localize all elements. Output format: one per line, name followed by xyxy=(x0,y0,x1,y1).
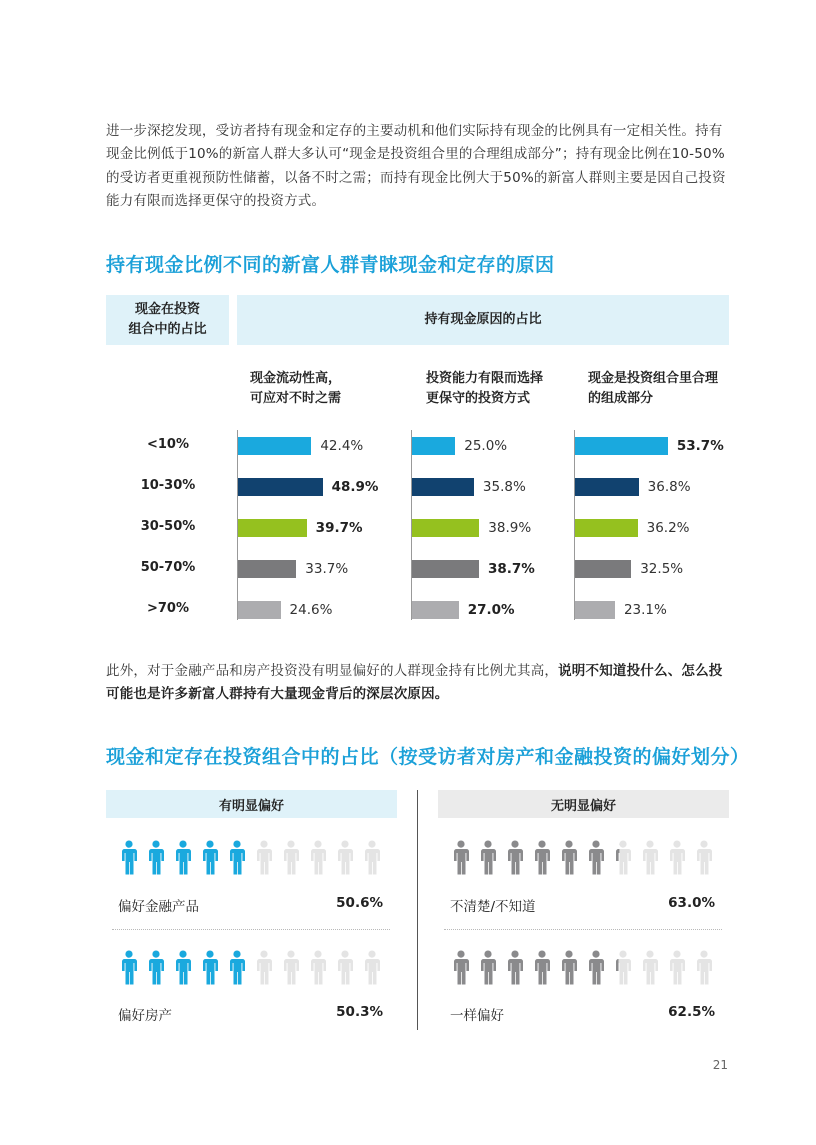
person-icon xyxy=(529,840,555,882)
value-label-s1-r2: 48.9% xyxy=(331,479,379,495)
value-label-s3-r1: 53.7% xyxy=(676,438,724,454)
label-financial: 偏好金融产品 xyxy=(118,899,199,915)
person-icon xyxy=(251,840,277,882)
value-label-s3-r5: 23.1% xyxy=(623,602,667,618)
column-title-3: 现金是投资组合里合理 的组成部分 xyxy=(588,371,719,406)
person-icon xyxy=(116,950,142,992)
person-icon xyxy=(448,950,474,992)
value-label-s3-r4: 32.5% xyxy=(640,561,684,577)
column-title-1: 现金流动性高， 可应对不时之需 xyxy=(250,371,342,406)
person-icon xyxy=(170,840,196,882)
person-icon xyxy=(170,950,196,992)
person-icon xyxy=(556,950,582,992)
person-icon xyxy=(143,950,169,992)
pictogram-row-property xyxy=(116,950,385,992)
person-icon xyxy=(116,840,142,882)
pictogram-row-unsure xyxy=(448,840,717,882)
person-icon xyxy=(143,840,169,882)
bar-s2-r2 xyxy=(412,478,474,496)
bar-s1-r5 xyxy=(238,601,281,619)
bar-s3-r4 xyxy=(575,560,631,578)
section2-title: 现金和定存在投资组合中的占比（按受访者对房产和金融投资的偏好划分） xyxy=(106,746,750,768)
value-equal: 62.5% xyxy=(668,1004,715,1020)
group-header-no-preference: 无明显偏好 xyxy=(438,790,729,818)
value-label-s1-r4: 33.7% xyxy=(305,561,349,577)
row-label-30-50: 30-50% xyxy=(140,519,196,534)
person-icon xyxy=(664,840,690,882)
group-divider xyxy=(417,790,418,1030)
person-icon xyxy=(359,840,385,882)
person-icon xyxy=(610,840,636,882)
column-header-box: 持有现金原因的占比 xyxy=(237,295,729,345)
bar-s2-r1 xyxy=(412,437,455,455)
middle-paragraph-normal: 此外，对于金融产品和房产投资没有明显偏好的人群现金持有比例尤其高， xyxy=(106,663,559,679)
dotted-divider-right xyxy=(444,929,722,930)
middle-paragraph-bold: 说明不知道投什么、怎么投可能也是许多新富人群持有大量现金背后的深层次原因。 xyxy=(106,663,723,703)
bar-s3-r3 xyxy=(575,519,638,537)
person-icon xyxy=(529,950,555,992)
value-label-s1-r5: 24.6% xyxy=(289,602,333,618)
value-label-s2-r4: 38.7% xyxy=(487,561,535,577)
row-label-lt10: <10% xyxy=(146,437,189,452)
person-icon xyxy=(359,950,385,992)
person-icon xyxy=(475,840,501,882)
value-unsure: 63.0% xyxy=(668,895,715,911)
pictogram-row-equal xyxy=(448,950,717,992)
person-icon xyxy=(197,950,223,992)
person-icon xyxy=(664,950,690,992)
person-icon xyxy=(332,950,358,992)
person-icon xyxy=(556,840,582,882)
row-header-box: 现金在投资 组合中的占比 xyxy=(106,295,229,345)
person-icon xyxy=(691,840,717,882)
bar-s3-r1 xyxy=(575,437,668,455)
person-icon xyxy=(278,840,304,882)
value-label-s1-r3: 39.7% xyxy=(315,520,363,536)
value-label-s3-r2: 36.8% xyxy=(647,479,691,495)
column-title-2: 投资能力有限而选择 更保守的投资方式 xyxy=(426,371,544,406)
label-unsure: 不清楚/不知道 xyxy=(450,899,536,915)
value-label-s1-r1: 42.4% xyxy=(320,438,364,454)
person-icon xyxy=(637,840,663,882)
value-label-s2-r1: 25.0% xyxy=(464,438,508,454)
pictogram-row-financial xyxy=(116,840,385,882)
intro-paragraph: 进一步深挖发现，受访者持有现金和定存的主要动机和他们实际持有现金的比例具有一定相关性。持有现金比例低于10%的新富人群大多认可“现金是投资组合里的合理组成部分”；持有现金比例在10-50%的受访者更重视预防性储蓄，以备不时之需；而持有现金比例大于50%的新富人群则主要是因自己投资能力有限而选择更保守的投资方式。 xyxy=(106,123,726,210)
bar-s2-r4 xyxy=(412,560,479,578)
bar-s2-r3 xyxy=(412,519,479,537)
person-icon xyxy=(251,950,277,992)
person-icon xyxy=(305,950,331,992)
label-property: 偏好房产 xyxy=(118,1008,172,1024)
person-icon xyxy=(224,840,250,882)
value-label-s2-r2: 35.8% xyxy=(482,479,526,495)
bar-s3-r2 xyxy=(575,478,639,496)
page-number: 21 xyxy=(712,1058,728,1072)
person-icon xyxy=(502,840,528,882)
person-icon xyxy=(637,950,663,992)
bar-s1-r4 xyxy=(238,560,296,578)
person-icon xyxy=(278,950,304,992)
value-label-s3-r3: 36.2% xyxy=(646,520,690,536)
section1-title: 持有现金比例不同的新富人群青睐现金和定存的原因 xyxy=(106,254,555,276)
person-icon xyxy=(583,950,609,992)
bar-s1-r3 xyxy=(238,519,307,537)
person-icon xyxy=(502,950,528,992)
value-property: 50.3% xyxy=(336,1004,383,1020)
value-financial: 50.6% xyxy=(336,895,383,911)
bar-s1-r2 xyxy=(238,478,323,496)
person-icon xyxy=(475,950,501,992)
person-icon xyxy=(583,840,609,882)
person-icon xyxy=(224,950,250,992)
person-icon xyxy=(691,950,717,992)
bar-s2-r5 xyxy=(412,601,459,619)
value-label-s2-r3: 38.9% xyxy=(488,520,532,536)
person-icon xyxy=(197,840,223,882)
dotted-divider-left xyxy=(112,929,390,930)
bar-s3-r5 xyxy=(575,601,615,619)
bar-s1-r1 xyxy=(238,437,311,455)
person-icon xyxy=(448,840,474,882)
row-label-10-30: 10-30% xyxy=(140,478,196,493)
group-header-preference: 有明显偏好 xyxy=(106,790,397,818)
value-label-s2-r5: 27.0% xyxy=(467,602,515,618)
row-label-gt70: >70% xyxy=(146,601,189,616)
person-icon xyxy=(332,840,358,882)
label-equal: 一样偏好 xyxy=(450,1008,504,1024)
middle-paragraph xyxy=(106,660,730,707)
person-icon xyxy=(305,840,331,882)
person-icon xyxy=(610,950,636,992)
row-label-50-70: 50-70% xyxy=(140,560,196,575)
